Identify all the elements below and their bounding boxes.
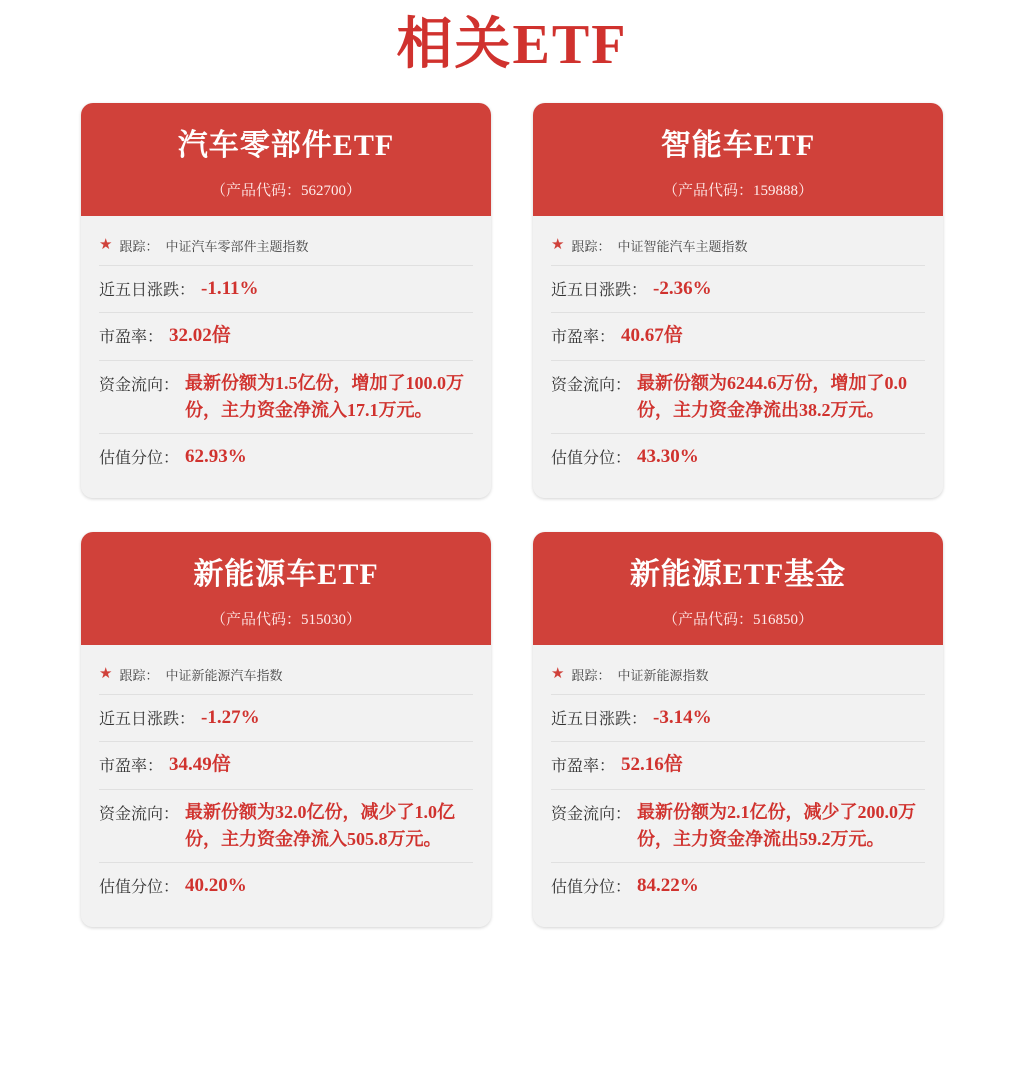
etf-card-body [81, 645, 491, 928]
etf-flow-value: 最新份额为32.0亿份，减少了1.0亿份，主力资金净流入505.8万元。 [185, 801, 456, 849]
etf-flow-value: 最新份额为2.1亿份，减少了200.0万份，主力资金净流出59.2万元。 [637, 801, 917, 849]
star-icon: ★ [551, 665, 565, 682]
etf-pe-value: 34.49倍 [169, 754, 231, 776]
star-icon: ★ [99, 236, 113, 253]
etf-card[interactable] [533, 103, 943, 498]
etf-change5d-value: -1.11% [201, 277, 259, 299]
etf-flow-label: 资金流向： [99, 376, 180, 394]
etf-pe-value: 52.16倍 [621, 754, 683, 776]
etf-change5d-row [551, 694, 925, 742]
etf-valuation-label: 估值分位： [99, 878, 180, 896]
etf-pe-label: 市盈率： [551, 758, 616, 776]
etf-valuation-value: 40.20% [185, 874, 247, 896]
etf-valuation-label: 估值分位： [99, 449, 180, 467]
etf-card-header [533, 532, 943, 645]
etf-track-value: 中证智能汽车主题指数 [617, 238, 748, 254]
etf-pe-label: 市盈率： [99, 758, 164, 776]
etf-name: 新能源ETF基金 [629, 558, 847, 592]
page-title: 相关ETF [396, 14, 628, 76]
etf-flow-value: 最新份额为6244.6万份，增加了0.0份，主力资金净流出38.2万元。 [637, 372, 908, 420]
etf-pe-row [99, 741, 473, 789]
etf-name: 智能车ETF [660, 129, 816, 163]
etf-card[interactable] [81, 532, 491, 927]
etf-name: 汽车零部件ETF [177, 129, 395, 163]
etf-valuation-row [99, 433, 473, 481]
etf-pe-row [551, 312, 925, 360]
etf-card[interactable] [81, 103, 491, 498]
etf-change5d-row [99, 694, 473, 742]
etf-code: （产品代码：516850） [662, 611, 813, 628]
etf-pe-value: 40.67倍 [621, 325, 683, 347]
etf-valuation-row [99, 862, 473, 910]
etf-card-body [533, 645, 943, 928]
etf-name: 新能源车ETF [193, 558, 379, 592]
etf-card-header [533, 103, 943, 216]
etf-track-row [551, 230, 925, 265]
etf-track-label: 跟踪： [571, 667, 611, 683]
etf-flow-row [99, 360, 473, 433]
etf-change5d-value: -1.27% [201, 706, 260, 728]
etf-valuation-label: 估值分位： [551, 449, 632, 467]
etf-flow-row [551, 789, 925, 862]
etf-valuation-value: 62.93% [185, 445, 247, 467]
etf-track-value: 中证新能源指数 [617, 667, 709, 683]
etf-change5d-label: 近五日涨跌： [551, 710, 648, 728]
etf-pe-value: 32.02倍 [169, 325, 231, 347]
etf-valuation-value: 84.22% [637, 874, 699, 896]
etf-pe-row [99, 312, 473, 360]
etf-flow-row [551, 360, 925, 433]
etf-change5d-row [551, 265, 925, 313]
etf-valuation-label: 估值分位： [551, 878, 632, 896]
etf-flow-label: 资金流向： [99, 805, 180, 823]
etf-code: （产品代码：515030） [210, 611, 361, 628]
etf-track-label: 跟踪： [571, 238, 611, 254]
etf-change5d-row [99, 265, 473, 313]
etf-track-label: 跟踪： [119, 667, 159, 683]
etf-change5d-label: 近五日涨跌： [551, 281, 648, 299]
etf-change5d-value: -3.14% [653, 706, 712, 728]
etf-pe-label: 市盈率： [551, 329, 616, 347]
etf-pe-row [551, 741, 925, 789]
etf-track-row [99, 230, 473, 265]
etf-card-body [81, 216, 491, 499]
etf-card-body [533, 216, 943, 499]
etf-card[interactable] [533, 532, 943, 927]
etf-pe-label: 市盈率： [99, 329, 164, 347]
etf-track-row [99, 659, 473, 694]
etf-track-value: 中证汽车零部件主题指数 [165, 238, 309, 254]
etf-change5d-label: 近五日涨跌： [99, 281, 196, 299]
etf-flow-value: 最新份额为1.5亿份，增加了100.0万份，主力资金净流入17.1万元。 [185, 372, 465, 420]
etf-code: （产品代码：562700） [210, 182, 361, 199]
etf-valuation-value: 43.30% [637, 445, 699, 467]
etf-code: （产品代码：159888） [662, 182, 813, 199]
etf-flow-label: 资金流向： [551, 805, 632, 823]
etf-track-label: 跟踪： [119, 238, 159, 254]
star-icon: ★ [551, 236, 565, 253]
star-icon: ★ [99, 665, 113, 682]
etf-valuation-row [551, 862, 925, 910]
etf-change5d-label: 近五日涨跌： [99, 710, 196, 728]
etf-card-header [81, 532, 491, 645]
etf-track-value: 中证新能源汽车指数 [165, 667, 283, 683]
etf-change5d-value: -2.36% [653, 277, 712, 299]
etf-track-row [551, 659, 925, 694]
etf-flow-row [99, 789, 473, 862]
etf-flow-label: 资金流向： [551, 376, 632, 394]
etf-card-grid [0, 103, 1024, 927]
etf-card-header [81, 103, 491, 216]
etf-valuation-row [551, 433, 925, 481]
